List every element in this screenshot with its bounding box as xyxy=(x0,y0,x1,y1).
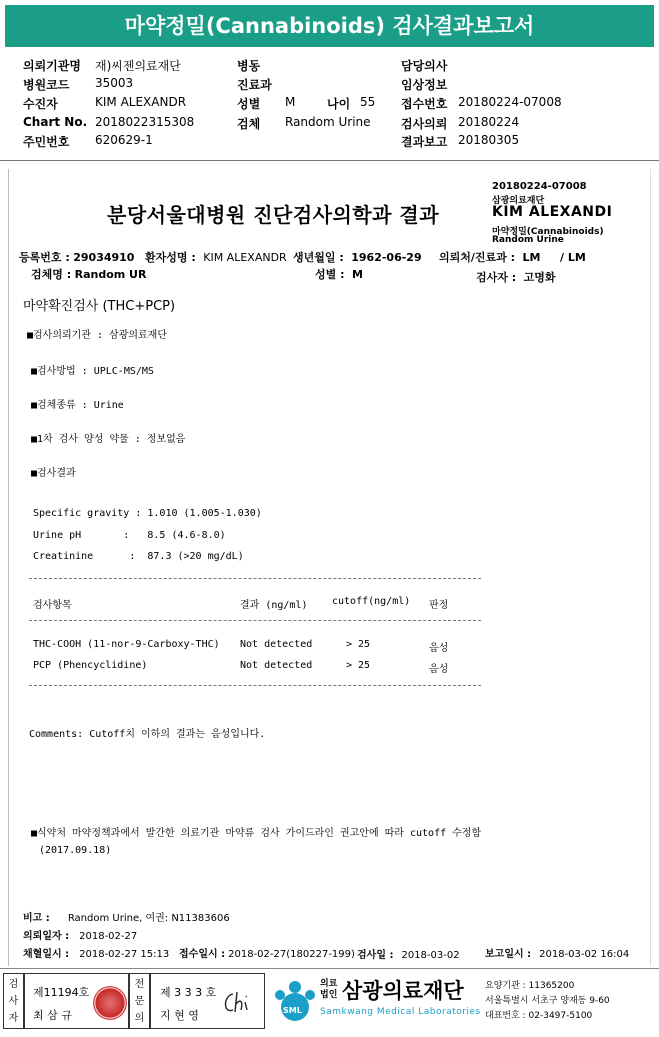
table-row-1-judgment: 음성 xyxy=(429,664,449,675)
dob: 생년월일 : 1962-06-29 xyxy=(293,251,422,264)
tester-name: 최 삼 규 xyxy=(33,1009,72,1022)
header-right-3: 검사의뢰 20180224 xyxy=(401,115,520,131)
collect-date: 채혈일시 : 2018-02-27 15:13 xyxy=(23,949,170,960)
remarks: 비고 : Random Urine, 여권: N11383606 xyxy=(23,913,230,924)
label-line4: 마약정밀(Cannabinoids) xyxy=(492,227,604,237)
org-info-phone: 대표번호 : 02-3497-5100 xyxy=(485,1011,593,1021)
specialist-box xyxy=(150,973,265,1029)
header-left-4: 주민번호 620629-1 xyxy=(23,133,153,149)
table-mid-rule xyxy=(29,620,481,621)
header-left-3: Chart No. 2018022315308 xyxy=(23,115,195,129)
header-mid-2: 성별 M xyxy=(237,95,296,111)
corp-type: 의료법인 xyxy=(320,979,338,1000)
tester-no: 제11194호 xyxy=(33,986,90,999)
header-right-1: 임상정보 xyxy=(401,78,448,92)
header-left-1: 병원코드 35003 xyxy=(23,76,134,92)
table-row-1-item: PCP (Phencyclidine) xyxy=(33,660,148,671)
specialist-label-box xyxy=(129,973,150,1029)
label-line5: Random Urine xyxy=(492,235,564,245)
col-header-item: 검사항목 xyxy=(33,600,72,611)
sml-logo-icon xyxy=(272,977,318,1023)
header-divider xyxy=(0,160,659,161)
table-row-0-judgment: 음성 xyxy=(429,643,449,654)
test-date: 검사일 : 2018-03-02 xyxy=(357,950,460,961)
tester-box xyxy=(24,973,129,1029)
label-line1: 20180224-07008 xyxy=(492,181,587,192)
label-line3: KIM ALEXANDI xyxy=(492,204,613,220)
request-date: 의뢰일자 : 2018-02-27 xyxy=(23,931,138,942)
section-title: 마약확진검사 (THC+PCP) xyxy=(23,299,176,314)
specialist-name: 지 현 영 xyxy=(160,1009,199,1022)
col-header-judgment: 판정 xyxy=(429,600,449,611)
tester: 검사자 : 고명화 xyxy=(476,271,556,284)
header-age: 나이 55 xyxy=(327,95,376,111)
specific-gravity: Specific gravity : 1.010 (1.005-1.030) xyxy=(33,508,262,519)
header-right-2: 접수번호 20180224-07008 xyxy=(401,95,562,111)
sml-logo-text: SML xyxy=(283,1006,302,1015)
tester-seal xyxy=(93,986,127,1020)
urine-ph: Urine pH : 8.5 (4.6-8.0) xyxy=(33,530,226,541)
header-mid-0: 병동 xyxy=(237,59,261,73)
tester-label: 검사자 xyxy=(8,979,19,1024)
guideline-date: (2017.09.18) xyxy=(39,845,112,856)
patient-name: 환자성명 : KIM ALEXANDR xyxy=(145,251,287,264)
header-right-4: 결과보고 20180305 xyxy=(401,133,520,149)
table-row-0-cutoff: > 25 xyxy=(346,639,371,650)
bullet-2: ■검체종류 : Urine xyxy=(31,400,124,411)
comments: Comments: Cutoff치 이하의 결과는 음성입니다. xyxy=(29,729,266,740)
guideline-note: ■식약처 마약정책과에서 발간한 의료기관 마약류 검사 가이드라인 권고안에 따라 cutoff 수정함 xyxy=(31,828,482,839)
dept: 의뢰처/진료과 : LM / LM xyxy=(439,251,586,264)
bullet-0: ■검사의뢰기관 : 삼광의료재단 xyxy=(27,330,168,341)
header-left-2: 수진자 KIM ALEXANDR xyxy=(23,95,187,111)
reg-no: 등록번호 : 29034910 xyxy=(19,251,135,264)
report-heading: 분당서울대병원 진단검사의학과 결과 xyxy=(107,203,440,227)
label-line2: 삼광의료재단 xyxy=(492,196,545,206)
org-info-address: 서울특별시 서초구 양재동 9-60 xyxy=(485,996,610,1006)
bullet-3: ■1차 검사 양성 약물 : 정보없음 xyxy=(31,434,186,445)
tester-label-box xyxy=(3,973,24,1029)
org-english: Samkwang Medical Laboratories xyxy=(320,1007,481,1017)
specialist-no: 제 3 3 3 호 xyxy=(160,986,217,999)
table-row-1-cutoff: > 25 xyxy=(346,660,371,671)
col-header-cutoff: cutoff(ng/ml) xyxy=(332,596,411,607)
report-title: 마약정밀(Cannabinoids) 검사결과보고서 xyxy=(5,5,654,47)
signature-icon xyxy=(221,988,257,1018)
table-top-rule xyxy=(29,578,481,579)
table-row-1-result: Not detected xyxy=(240,660,313,671)
header-left-0: 의뢰기관명 재)씨젠의료재단 xyxy=(23,59,181,73)
bullet-4: ■검사결과 xyxy=(31,468,76,479)
specimen-name: 검체명 : Random UR xyxy=(31,268,147,281)
sex: 성별 : M xyxy=(315,268,363,281)
table-row-0-result: Not detected xyxy=(240,639,313,650)
table-bottom-rule xyxy=(29,685,481,686)
receive-date: 접수일시 : 2018-02-27(180227-199) xyxy=(179,949,355,960)
header-right-0: 담당의사 xyxy=(401,59,448,73)
col-header-result: 결과 (ng/ml) xyxy=(240,600,308,611)
header-mid-1: 진료과 xyxy=(237,78,272,92)
org-info-code: 요양기관 : 11365200 xyxy=(485,981,575,991)
footer xyxy=(0,968,659,1032)
org-name: 삼광의료재단 xyxy=(342,979,464,1003)
report-date: 보고일시 : 2018-03-02 16:04 xyxy=(485,949,630,960)
header-mid-3: 검체 Random Urine xyxy=(237,115,371,131)
creatinine: Creatinine : 87.3 (>20 mg/dL) xyxy=(33,551,244,562)
specialist-label: 전문의 xyxy=(134,979,145,1024)
bullet-1: ■검사방법 : UPLC-MS/MS xyxy=(31,366,154,377)
lab-report xyxy=(8,169,651,966)
table-row-0-item: THC-COOH (11-nor-9-Carboxy-THC) xyxy=(33,639,220,650)
